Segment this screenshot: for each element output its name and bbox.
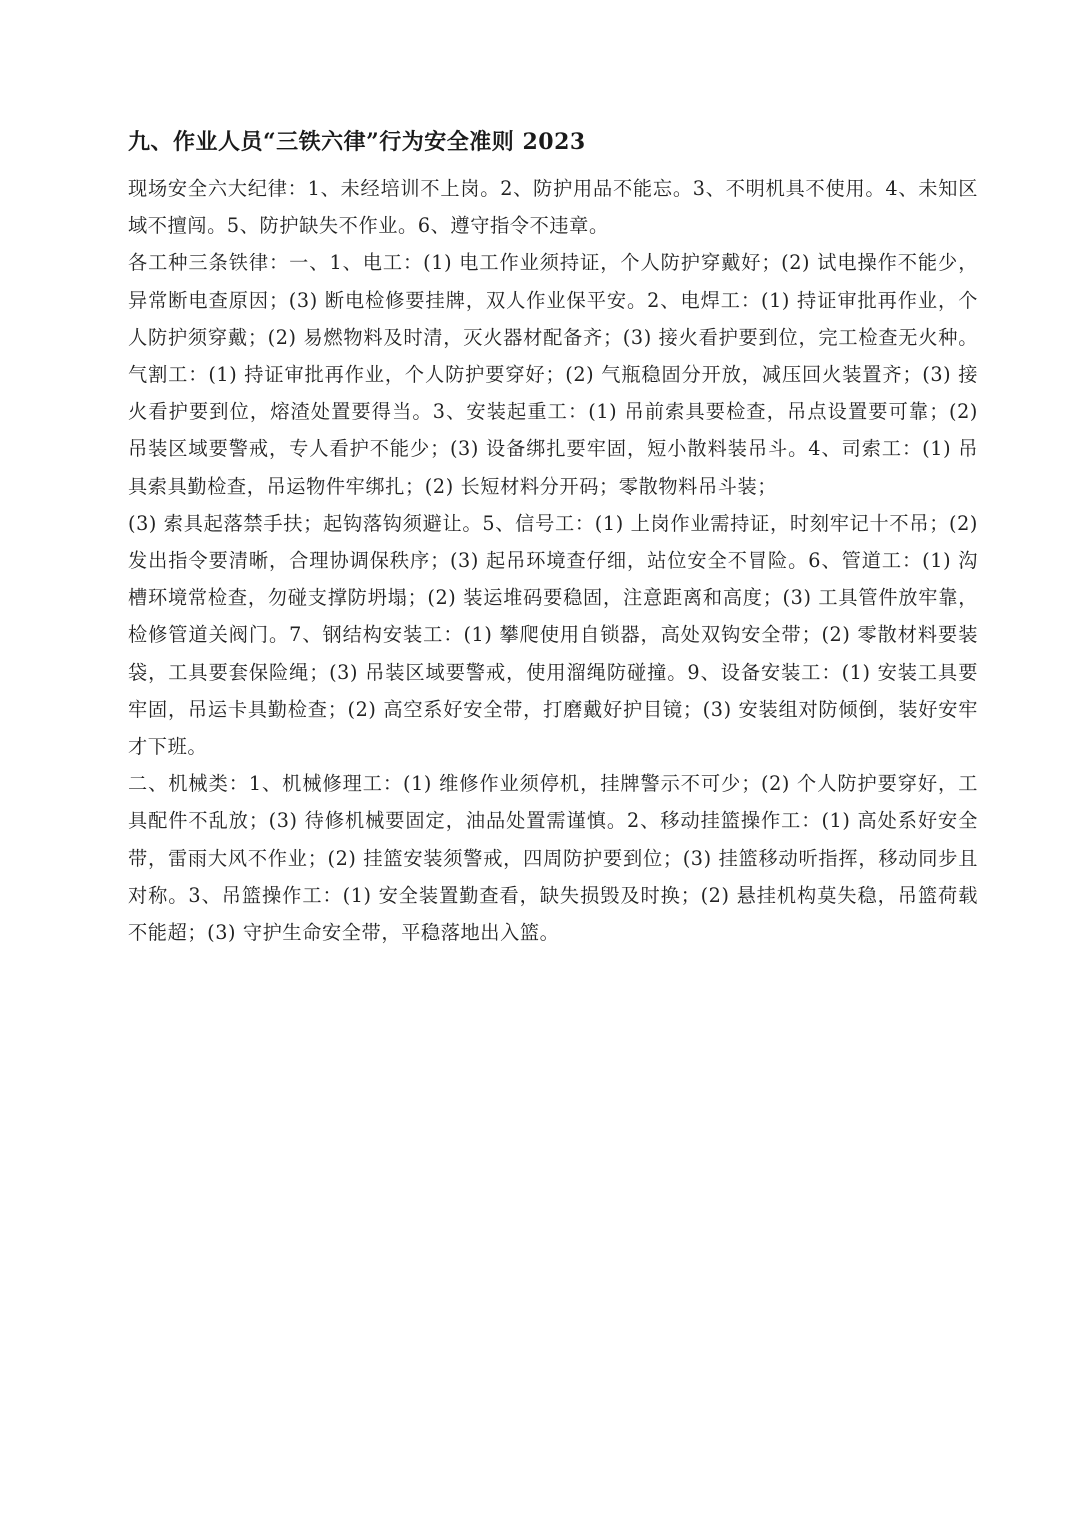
page-title: 九、作业人员“三铁六律”行为安全准则 2023 [128, 129, 586, 155]
document-page [128, 122, 978, 951]
paragraph-six-disciplines: 现场安全六大纪律：1、未经培训不上岗。2、防护用品不能忘。3、不明机具不使用。4、未知区域不擅闯。5、防护缺失不作业。6、遵守指令不违章。 [128, 177, 978, 238]
paragraph-trade-rules-part2: (3) 索具起落禁手扶；起钩落钩须避让。5、信号工：(1) 上岗作业需持证，时刻牢记十不吊；(2) 发出指令要清晰，合理协调保秩序；(3) 起吊环境查仔细，站位安全不冒险。6、管道工：(1) 沟槽环境常检查，勿碰支撑防坍塌；(2) 装运堆码要稳固，注意距离和高度；(3) 工具管件放牢靠，检修管道关阀门。7、钢结构安装工：(1) 攀爬使用自锁器，高处双钩安全带；(2) 零散材料要装袋，工具要套保险绳；(3) 吊装区域要警戒，使用溜绳防碰撞。9、设备安装工：(1) 安装工具要牢固，吊运卡具勤检查；(2) 高空系好安全带，打磨戴好护目镜；(3) 安装组对防倾倒，装好安牢才下班。 [128, 511, 978, 759]
paragraph-machinery-rules: 二、机械类：1、机械修理工：(1) 维修作业须停机，挂牌警示不可少；(2) 个人防护要穿好，工具配件不乱放；(3) 待修机械要固定，油品处置需谨慎。2、移动挂篮操作工：(1) 高处系好安全带，雷雨大风不作业；(2) 挂篮安装须警戒，四周防护要到位；(3) 挂篮移动听指挥，移动同步且对称。3、吊篮操作工：(1) 安全装置勤查看，缺失损毁及时换；(2) 悬挂机构莫失稳，吊篮荷载不能超；(3) 守护生命安全带，平稳落地出入篮。 [128, 772, 978, 945]
paragraph-trade-rules-part1: 各工种三条铁律：一、1、电工：(1) 电工作业须持证，个人防护穿戴好；(2) 试电操作不能少，异常断电查原因；(3) 断电检修要挂牌，双人作业保平安。2、电焊工：(1) 持证审批再作业，个人防护须穿戴；(2) 易燃物料及时清，灭火器材配备齐；(3) 接火看护要到位，完工检查无火种。气割工：(1) 持证审批再作业，个人防护要穿好；(2) 气瓶稳固分开放，减压回火装置齐；(3) 接火看护要到位，熔渣处置要得当。3、安装起重工：(1) 吊前索具要检查，吊点设置要可靠；(2) 吊装区域要警戒，专人看护不能少；(3) 设备绑扎要牢固，短小散料装吊斗。4、司索工：(1) 吊具索具勤检查，吊运物件牢绑扎；(2) 长短材料分开码；零散物料吊斗装； [128, 251, 978, 498]
